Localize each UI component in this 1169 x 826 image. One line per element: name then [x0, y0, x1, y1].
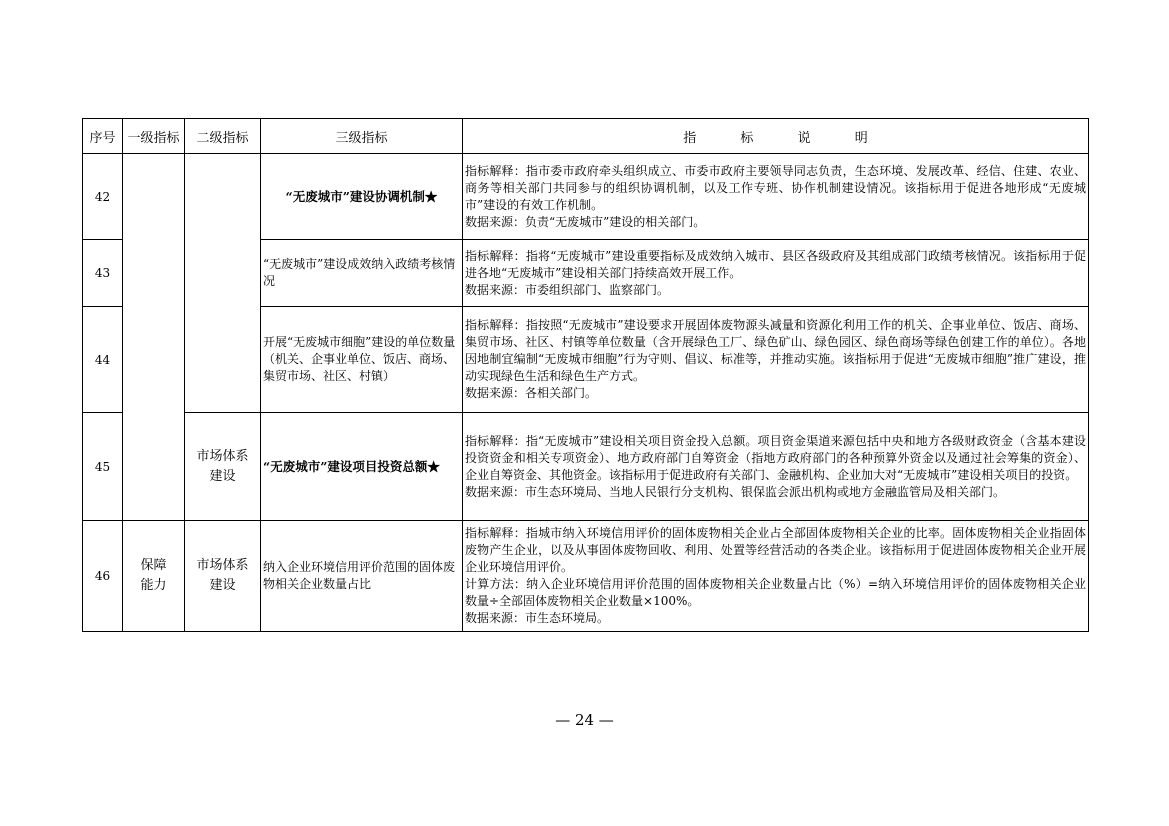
row-description	[463, 413, 1089, 521]
row-level3: “无废城市”建设项目投资总额★	[261, 413, 463, 521]
row-seq: 44	[83, 307, 123, 413]
row-level1	[123, 521, 185, 632]
desc-paragraph: 数据来源：市委组织部门、监察部门。	[465, 282, 670, 297]
desc-paragraph: 数据来源：市生态环境局。	[465, 611, 610, 625]
header-level3: 三级指标	[261, 119, 463, 154]
row-seq: 45	[83, 413, 123, 521]
row-level2: 市场体系建设	[185, 521, 261, 632]
header-level1: 一级指标	[123, 119, 185, 154]
page-number: — 24 —	[555, 711, 614, 729]
header-level2: 二级指标	[185, 119, 261, 154]
indicator-table	[82, 118, 1089, 632]
desc-paragraph: 数据来源：负责“无废城市”建设的相关部门。	[465, 214, 706, 229]
row-description	[463, 154, 1089, 240]
desc-paragraph: 指标解释：指“无废城市”建设相关项目资金投入总额。项目资金渠道来源包括中央和地方各级财政资金（含基本建设投资资金和相关专项资金）、地方政府部门自筹资金（指地方政府部门的各种预算外资金以及通过社会筹集的资金）、企业自筹资金、其他资金。该指标用于促进政府有关部门、金融机构、企业加大对“无废城市”建设相关项目的投资。	[465, 433, 1086, 482]
row-seq: 46	[83, 521, 123, 632]
row-level3: 开展“无废城市细胞”建设的单位数量（机关、企事业单位、饭店、商场、集贸市场、社区、村镇）	[261, 307, 463, 413]
desc-paragraph: 指标解释：指城市纳入环境信用评价的固体废物相关企业占全部固体废物相关企业的比率。固体废物相关企业指固体废物产生企业，以及从事固体废物回收、利用、处置等经营活动的各类企业。该指标用于促进固体废物相关企业开展企业环境信用评价。	[465, 526, 1086, 574]
row-level3: “无废城市”建设协调机制★	[261, 154, 463, 240]
header-seq: 序号	[83, 119, 123, 154]
table-header-row	[83, 119, 1089, 154]
row-description	[463, 240, 1089, 307]
desc-paragraph: 数据来源：各相关部门。	[465, 386, 598, 400]
desc-paragraph: 指标解释：指市委市政府牵头组织成立、市委市政府主要领导同志负责，生态环境、发展改革、经信、住建、农业、商务等相关部门共同参与的组织协调机制，以及工作专班、协作机制建设情况。该指标用于促进各地形成“无废城市”建设的有效工作机制。	[465, 163, 1086, 212]
row-seq: 43	[83, 240, 123, 307]
row-seq: 42	[83, 154, 123, 240]
table-row	[83, 521, 1089, 632]
row-level1-text: 保障能力	[140, 558, 167, 593]
row-description	[463, 307, 1089, 413]
desc-paragraph: 指标解释：指按照“无废城市”建设要求开展固体废物源头减量和资源化利用工作的机关、企事业单位、饭店、商场、集贸市场、社区、村镇等单位数量（含开展绿色工厂、绿色矿山、绿色园区、绿色商场等绿色创建工作的单位）。各地因地制宜编制“无废城市细胞”行为守则、倡议、标准等，并推动实施。该指标用于促进“无废城市细胞”推广建设，推动实现绿色生活和绿色生产方式。	[465, 318, 1086, 383]
row-level2: 市场体系建设	[185, 413, 261, 521]
desc-paragraph: 计算方法：纳入企业环境信用评价范围的固体废物相关企业数量占比（%）=纳入环境信用评价的固体废物相关企业数量÷全部固体废物相关企业数量×100%。	[465, 577, 1086, 608]
desc-paragraph: 数据来源：市生态环境局、当地人民银行分支机构、银保监会派出机构或地方金融监管局及相关部门。	[465, 484, 1006, 499]
desc-paragraph: 指标解释：指将“无废城市”建设重要指标及成效纳入城市、县区各级政府及其组成部门政绩考核情况。该指标用于促进各地“无废城市”建设相关部门持续高效开展工作。	[465, 248, 1086, 280]
row-level3: “无废城市”建设成效纳入政绩考核情况	[261, 240, 463, 307]
row-level2-empty	[185, 154, 261, 413]
row-level1-empty	[123, 154, 185, 521]
table-row	[83, 154, 1089, 240]
row-description	[463, 521, 1089, 632]
header-description	[463, 119, 1089, 154]
table-row	[83, 413, 1089, 521]
row-level3: 纳入企业环境信用评价范围的固体废物相关企业数量占比	[261, 521, 463, 632]
header-description-text: 指 标 说 明	[683, 130, 868, 146]
